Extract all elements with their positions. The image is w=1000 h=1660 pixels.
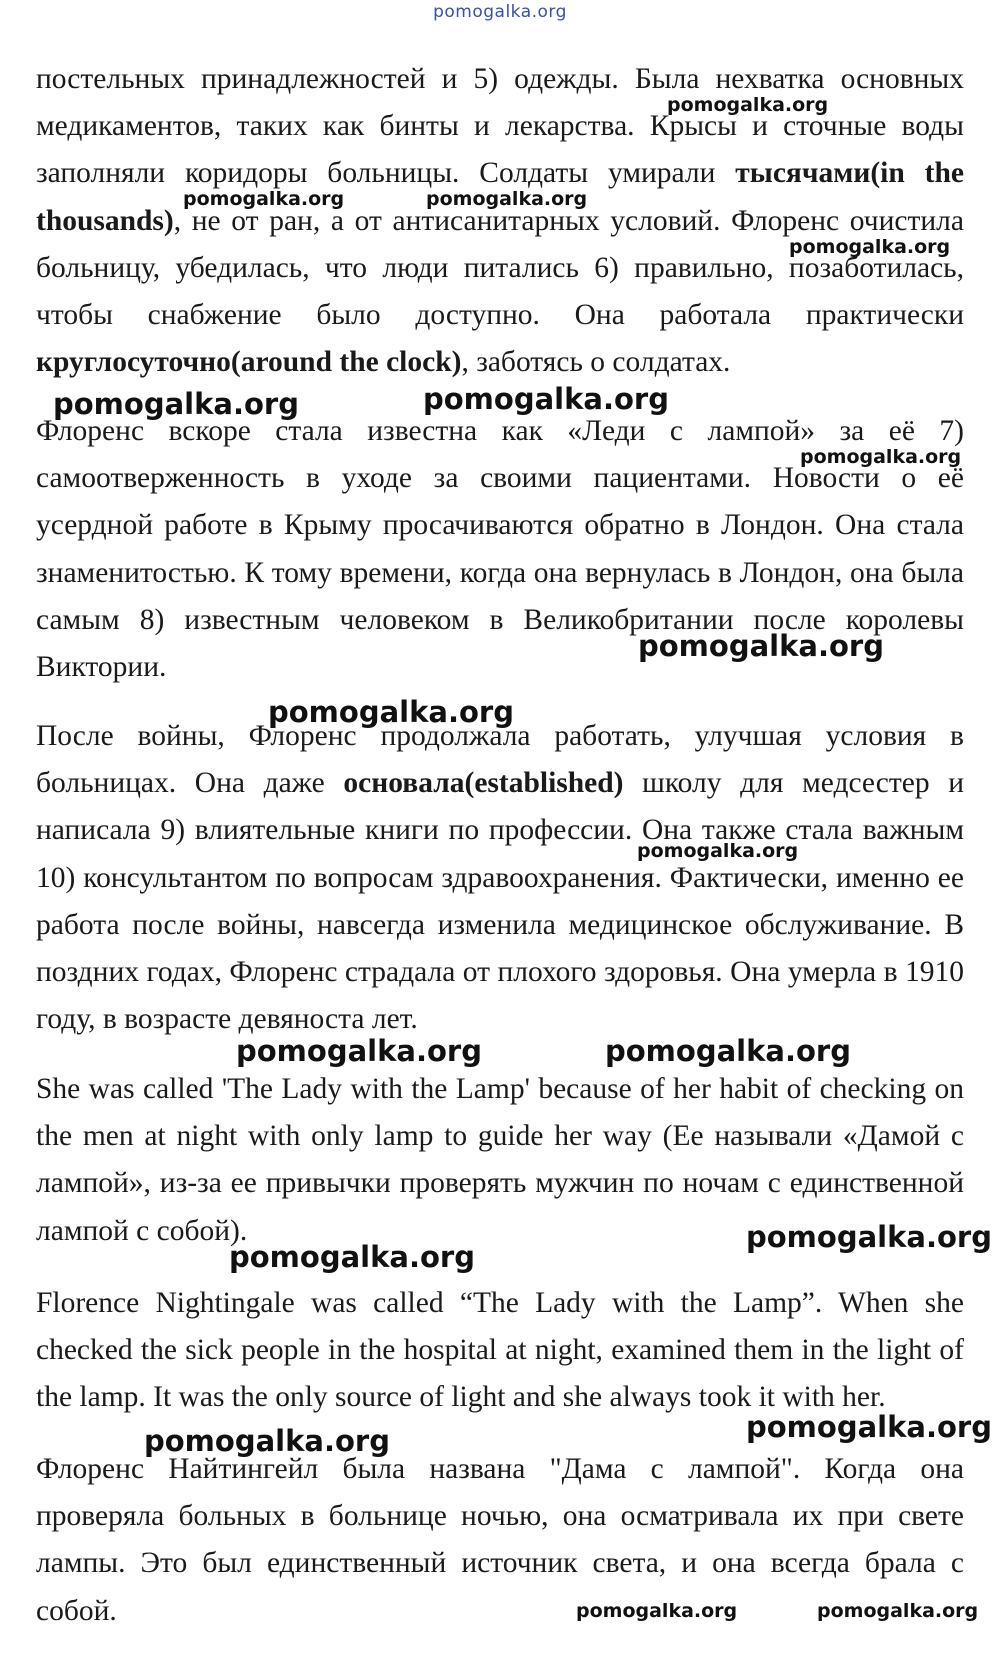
- text-segment: Флоренс вскоре стала известна как «Леди с лампой» за её 7) самоотверженность в уходе за своими пациентами. Новости о её усердной работе в Крыму просачиваются обратно в Лондон. Она стала знаменитостью. К тому времени, когда она вернулась в Лондон, она была самым 8) известным человеком в Великобритании после королевы Виктории.: [36, 415, 964, 684]
- watermark: pomogalka.org: [746, 1410, 992, 1444]
- watermark: pomogalka.org: [423, 382, 669, 416]
- watermark: pomogalka.org: [236, 1034, 482, 1068]
- header-site-link[interactable]: pomogalka.org: [433, 2, 567, 22]
- watermark: pomogalka.org: [53, 387, 299, 421]
- watermark: pomogalka.org: [605, 1034, 851, 1068]
- text-segment: , не от ран, а от антисанитарных условий. Флоренс очистила больницу, убедилась, что люди питались 6) правильно, позаботилась, чтобы снабжение было доступно. Она работала практически: [36, 204, 964, 332]
- watermark: pomogalka.org: [800, 446, 962, 468]
- watermark: pomogalka.org: [144, 1424, 390, 1458]
- text-segment: Florence Nightingale was called “The Lady with the Lamp”. When she checked the sick people in the hospital at night, examined them in the light of the lamp. It was the only source of light and she always took it with her.: [36, 1287, 964, 1414]
- watermark: pomogalka.org: [426, 188, 588, 210]
- text-segment-bold: тысячами(in the thousands): [36, 157, 964, 237]
- watermark: pomogalka.org: [637, 840, 799, 862]
- watermark: pomogalka.org: [229, 1240, 475, 1274]
- text-segment: После войны, Флоренс продолжала работать, улучшая условия в больницах. Она даже: [36, 720, 964, 800]
- watermark: pomogalka.org: [789, 236, 951, 258]
- watermark: pomogalka.org: [638, 629, 884, 663]
- text-segment: постельных принадлежностей и 5) одежды. Была нехватка основных медикаментов, таких как бинты и лекарства. Крысы и сточные воды заполняли коридоры больницы. Солдаты умирали: [36, 63, 964, 190]
- watermark: pomogalka.org: [746, 1220, 992, 1254]
- text-segment: Флоренс Найтингейл была названа "Дама с лампой". Когда она проверяла больных в больнице ночью, она осматривала их при свете лампы. Это был единственный источник света, и она всегда брала с собой.: [36, 1453, 964, 1627]
- watermark: pomogalka.org: [183, 188, 345, 210]
- paragraph-3: [36, 713, 964, 1043]
- text-segment-bold: круглосуточно(around the clock): [36, 346, 462, 379]
- paragraph-5: [36, 1280, 964, 1422]
- watermark: pomogalka.org: [268, 695, 514, 729]
- watermark: pomogalka.org: [817, 1600, 979, 1622]
- text-segment-bold: основала(established): [343, 767, 624, 800]
- watermark: pomogalka.org: [667, 94, 829, 116]
- watermark: pomogalka.org: [576, 1600, 738, 1622]
- text-segment: школу для медсестер и написала 9) влиятельные книги по профессии. Она также стала важным 10) консультантом по вопросам здравоохранения. Фактически, именно ее работа после войны, навсегда изменила медицинское обслуживание. В поздних годах, Флоренс страдала от плохого здоровья. Она умерла в 1910 году, в возрасте девяноста лет.: [36, 767, 965, 1036]
- text-segment: , заботясь о солдатах.: [461, 346, 731, 379]
- text-segment: She was called 'The Lady with the Lamp' because of her habit of checking on the men at night with only lamp to guide her way (Ее называли «Дамой с лампой», из-за ее привычки проверять мужчин по ночам с единственной лампой с собой).: [36, 1073, 964, 1247]
